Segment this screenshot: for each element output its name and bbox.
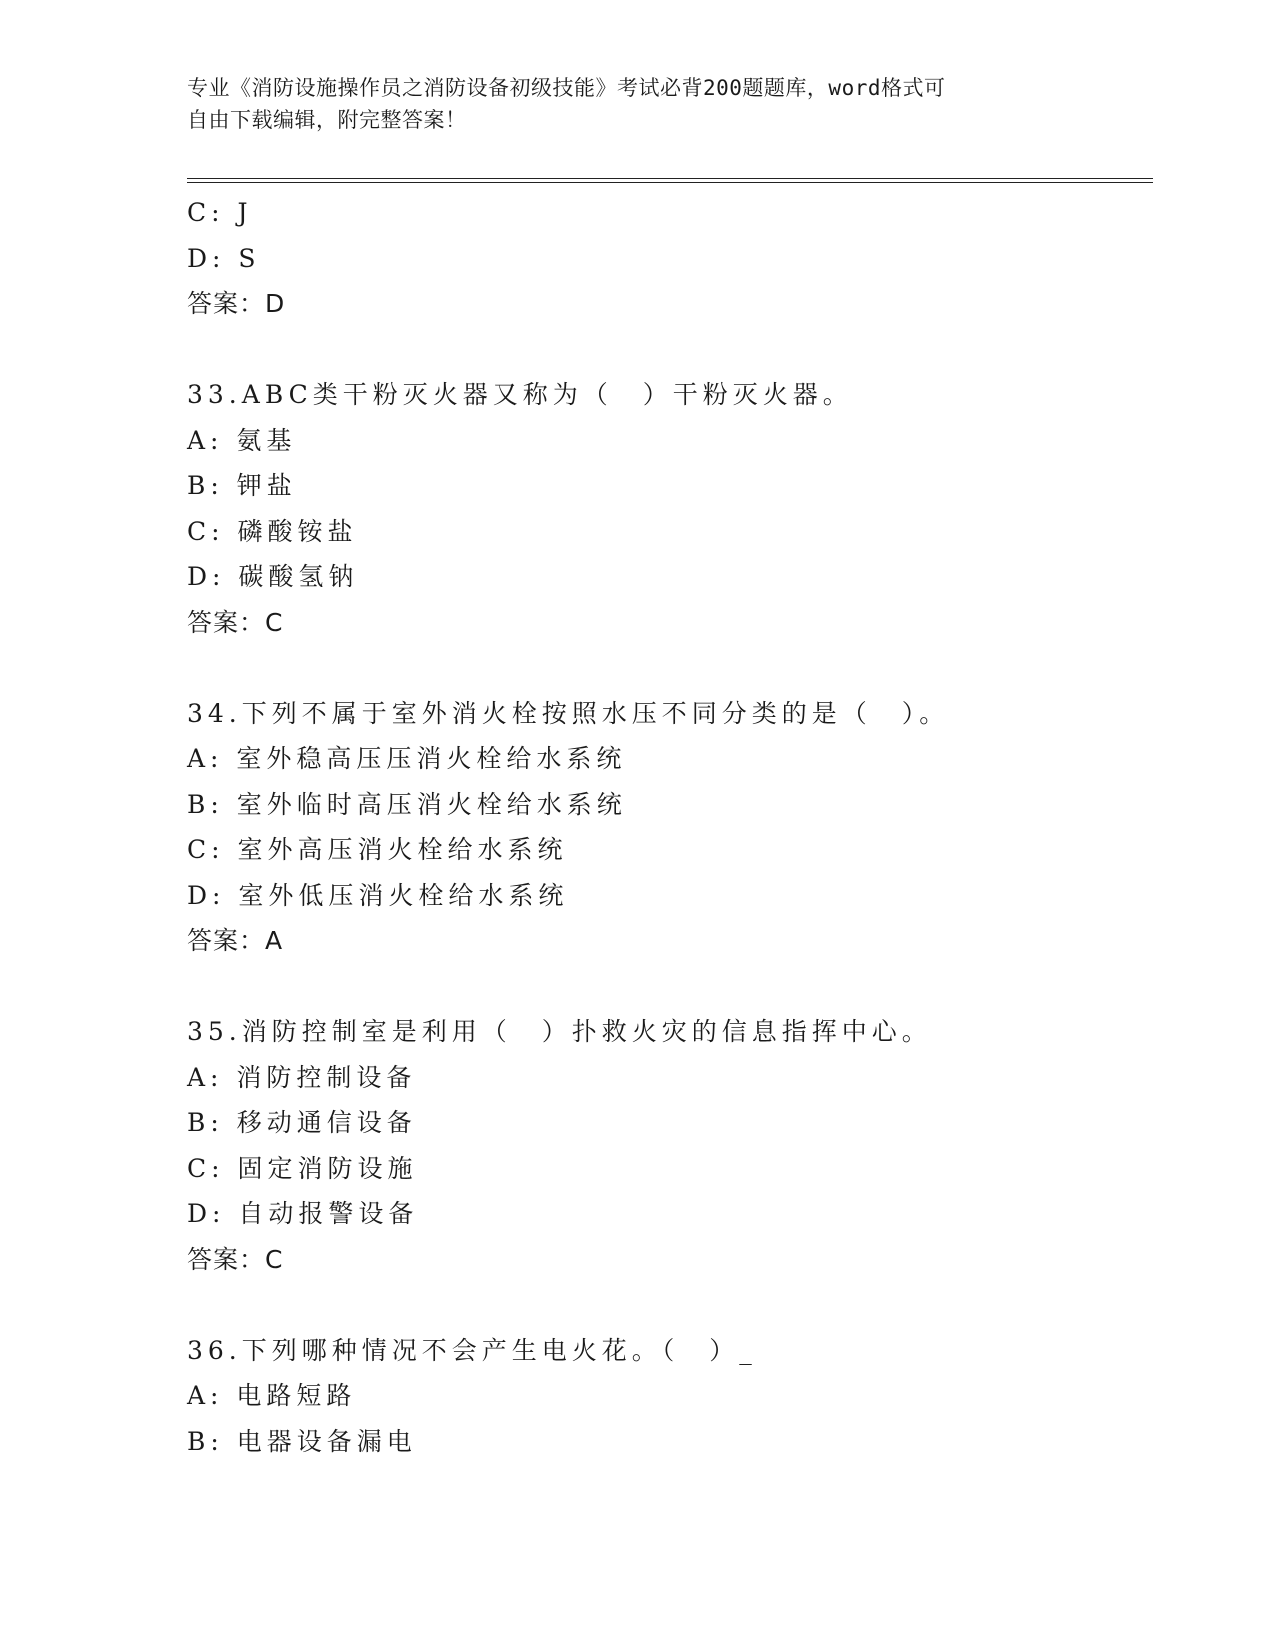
question-34 [187,691,1147,964]
option-b: B: 电器设备漏电 [187,1426,417,1456]
answer-line: 答案：C [187,607,284,637]
option-b: B: 室外临时高压消火栓给水系统 [187,789,627,819]
question-stem: 33.ABC类干粉灭火器又称为（ ）干粉灭火器。 [187,380,853,409]
document-header [187,72,1087,136]
answer-line: 答案：D [187,289,286,318]
option-d: D: 自动报警设备 [187,1199,419,1228]
spacer [187,327,1147,373]
answer-line: 答案：A [187,926,284,955]
option-d: D: 碳酸氢钠 [187,562,359,591]
question-stem: 35.消防控制室是利用（ ）扑救火灾的信息指挥中心。 [187,1017,932,1046]
option-b: B: 钾盐 [187,471,297,500]
option-d: D: S [187,243,261,273]
option-c: C: 固定消防设施 [187,1153,418,1183]
answer-line: 答案：C [187,1244,284,1274]
header-line-2: 自由下载编辑，附完整答案！ [187,108,467,132]
document-body [187,190,1147,1464]
spacer [187,645,1147,691]
option-a: A: 电路短路 [187,1381,357,1410]
prev-question-block [187,190,1147,327]
option-c: C: J [187,198,253,227]
option-a: A: 室外稳高压压消火栓给水系统 [187,744,627,773]
spacer [187,964,1147,1010]
question-stem: 36.下列哪种情况不会产生电火花。（ ）_ [187,1335,757,1365]
header-line-1: 专业《消防设施操作员之消防设备初级技能》考试必背200题题库，word格式可 [187,76,946,100]
question-33 [187,372,1147,645]
option-d: D: 室外低压消火栓给水系统 [187,880,569,910]
header-rule-top [187,178,1153,179]
option-c: C: 室外高压消火栓给水系统 [187,835,568,864]
spacer [187,1282,1147,1328]
option-a: A: 消防控制设备 [187,1062,417,1092]
option-a: A: 氨基 [187,425,297,455]
header-rule-bottom [187,182,1153,183]
question-36 [187,1328,1147,1465]
option-b: B: 移动通信设备 [187,1108,417,1137]
question-35 [187,1009,1147,1282]
option-c: C: 磷酸铵盐 [187,516,358,546]
question-stem: 34.下列不属于室外消火栓按照水压不同分类的是（ ）。 [187,698,950,728]
